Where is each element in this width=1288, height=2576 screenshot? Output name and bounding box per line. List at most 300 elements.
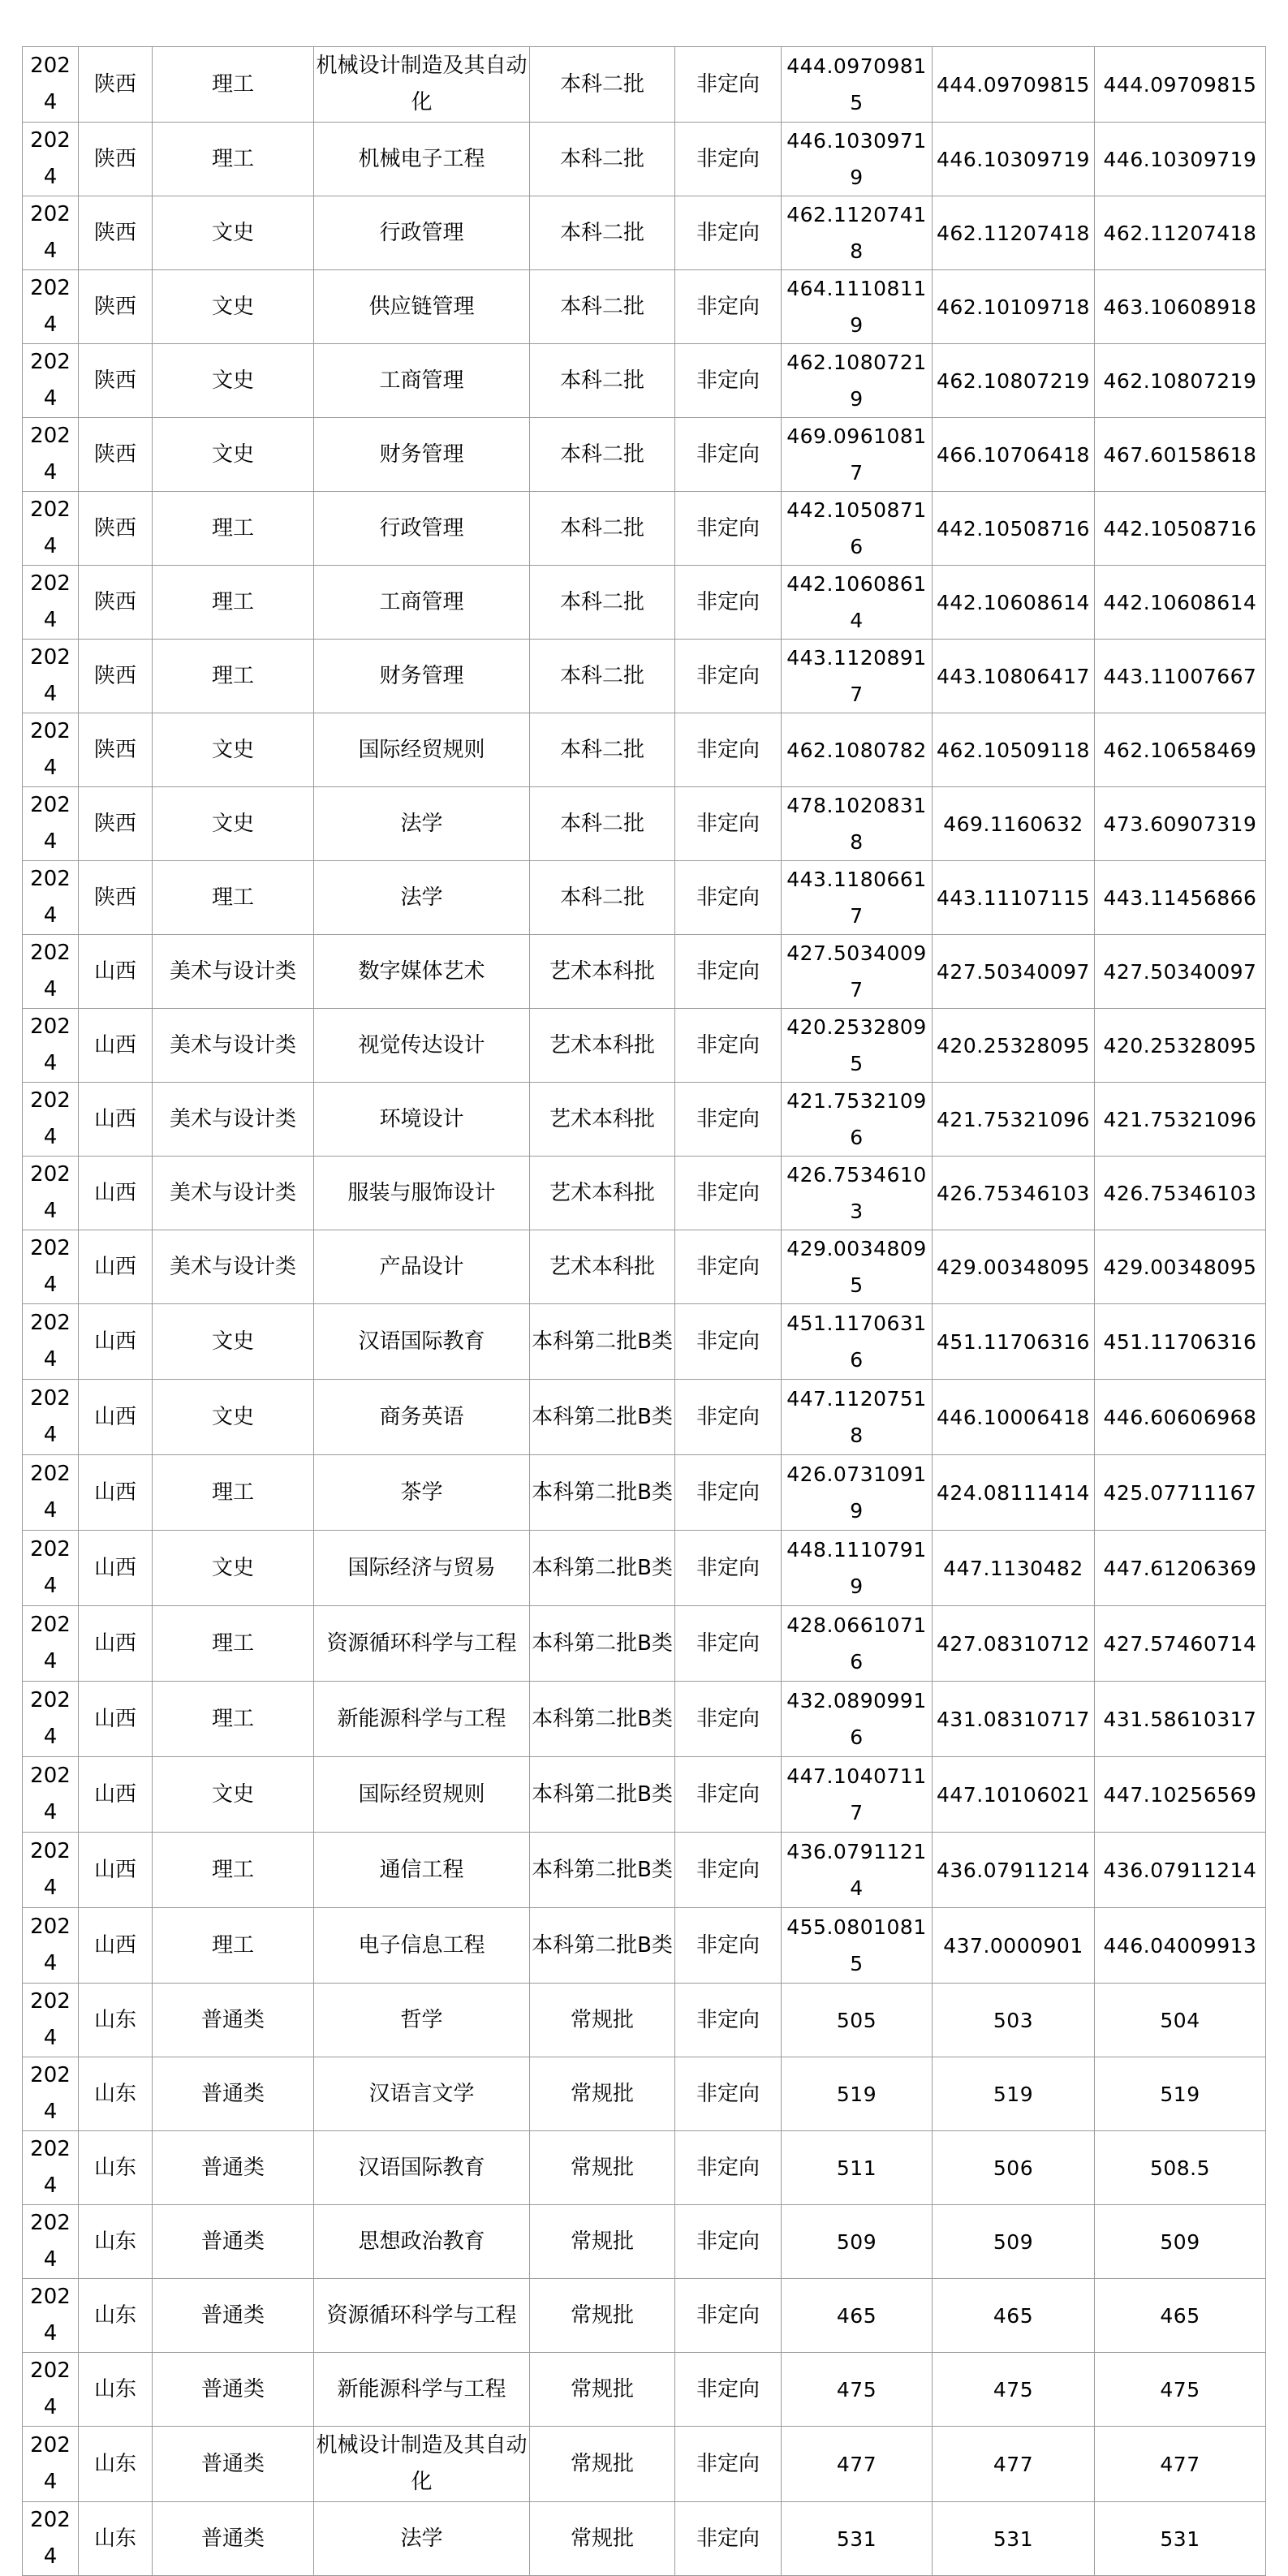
min-score-cell: 447.10106021 — [933, 1757, 1095, 1833]
type-cell: 非定向 — [675, 196, 782, 270]
max-score-cell: 436.07911214 — [782, 1833, 933, 1908]
type-cell: 非定向 — [675, 861, 782, 935]
table-row — [23, 1009, 1266, 1083]
category-cell: 文史 — [153, 1380, 314, 1455]
table-row — [23, 1682, 1266, 1757]
major-cell: 资源循环科学与工程 — [314, 2279, 530, 2353]
table-row — [23, 344, 1266, 418]
min-score-cell: 503 — [933, 1984, 1095, 2057]
avg-score-cell: 442.10508716 — [1095, 492, 1266, 566]
province-cell: 山西 — [79, 1304, 153, 1380]
category-cell: 理工 — [153, 492, 314, 566]
batch-cell: 本科二批 — [530, 196, 675, 270]
year-cell: 2024 — [23, 1455, 79, 1531]
table-row — [23, 1606, 1266, 1682]
max-score-cell: 443.11806617 — [782, 861, 933, 935]
type-cell: 非定向 — [675, 418, 782, 492]
province-cell: 陕西 — [79, 492, 153, 566]
min-score-cell: 429.00348095 — [933, 1230, 1095, 1304]
max-score-cell: 462.10807219 — [782, 344, 933, 418]
avg-score-cell: 463.10608918 — [1095, 270, 1266, 344]
max-score-cell: 448.11107919 — [782, 1531, 933, 1606]
province-cell: 山东 — [79, 2205, 153, 2279]
category-cell: 美术与设计类 — [153, 1009, 314, 1083]
avg-score-cell: 504 — [1095, 1984, 1266, 2057]
province-cell: 山东 — [79, 1984, 153, 2057]
table-row — [23, 861, 1266, 935]
category-cell: 普通类 — [153, 2131, 314, 2205]
category-cell: 理工 — [153, 1833, 314, 1908]
max-score-cell: 442.10608614 — [782, 566, 933, 640]
year-cell: 2024 — [23, 270, 79, 344]
year-cell: 2024 — [23, 1380, 79, 1455]
category-cell: 美术与设计类 — [153, 1083, 314, 1157]
category-cell: 理工 — [153, 1908, 314, 1984]
major-cell: 汉语国际教育 — [314, 2131, 530, 2205]
province-cell: 山东 — [79, 2279, 153, 2353]
major-cell: 工商管理 — [314, 566, 530, 640]
category-cell: 理工 — [153, 123, 314, 196]
major-cell: 行政管理 — [314, 196, 530, 270]
province-cell: 陕西 — [79, 418, 153, 492]
province-cell: 陕西 — [79, 787, 153, 861]
table-row — [23, 1157, 1266, 1230]
province-cell: 陕西 — [79, 344, 153, 418]
min-score-cell: 424.08111414 — [933, 1455, 1095, 1531]
province-cell: 山东 — [79, 2353, 153, 2427]
type-cell: 非定向 — [675, 1230, 782, 1304]
category-cell: 文史 — [153, 1757, 314, 1833]
major-cell: 茶学 — [314, 1455, 530, 1531]
min-score-cell: 447.1130482 — [933, 1531, 1095, 1606]
batch-cell: 本科二批 — [530, 418, 675, 492]
avg-score-cell: 451.11706316 — [1095, 1304, 1266, 1380]
table-row — [23, 1984, 1266, 2057]
province-cell: 山西 — [79, 1908, 153, 1984]
type-cell: 非定向 — [675, 713, 782, 787]
min-score-cell: 462.10109718 — [933, 270, 1095, 344]
major-cell: 财务管理 — [314, 418, 530, 492]
batch-cell: 艺术本科批 — [530, 935, 675, 1009]
category-cell: 普通类 — [153, 2353, 314, 2427]
min-score-cell: 431.08310717 — [933, 1682, 1095, 1757]
year-cell: 2024 — [23, 861, 79, 935]
type-cell: 非定向 — [675, 2502, 782, 2576]
type-cell: 非定向 — [675, 1455, 782, 1531]
max-score-cell: 478.10208318 — [782, 787, 933, 861]
min-score-cell: 475 — [933, 2353, 1095, 2427]
type-cell: 非定向 — [675, 47, 782, 123]
province-cell: 陕西 — [79, 270, 153, 344]
avg-score-cell: 446.60606968 — [1095, 1380, 1266, 1455]
max-score-cell: 455.08010815 — [782, 1908, 933, 1984]
min-score-cell: 465 — [933, 2279, 1095, 2353]
year-cell: 2024 — [23, 2502, 79, 2576]
min-score-cell: 462.10807219 — [933, 344, 1095, 418]
batch-cell: 本科二批 — [530, 47, 675, 123]
year-cell: 2024 — [23, 196, 79, 270]
type-cell: 非定向 — [675, 1908, 782, 1984]
major-cell: 机械设计制造及其自动化 — [314, 2427, 530, 2502]
avg-score-cell: 421.75321096 — [1095, 1083, 1266, 1157]
table-row — [23, 2131, 1266, 2205]
avg-score-cell: 477 — [1095, 2427, 1266, 2502]
table-row — [23, 566, 1266, 640]
year-cell: 2024 — [23, 123, 79, 196]
avg-score-cell: 427.57460714 — [1095, 1606, 1266, 1682]
min-score-cell: 477 — [933, 2427, 1095, 2502]
max-score-cell: 426.75346103 — [782, 1157, 933, 1230]
category-cell: 文史 — [153, 344, 314, 418]
table-row — [23, 2427, 1266, 2502]
year-cell: 2024 — [23, 2205, 79, 2279]
year-cell: 2024 — [23, 1083, 79, 1157]
table-row — [23, 1380, 1266, 1455]
province-cell: 陕西 — [79, 196, 153, 270]
table-row — [23, 2205, 1266, 2279]
max-score-cell: 531 — [782, 2502, 933, 2576]
avg-score-cell: 436.07911214 — [1095, 1833, 1266, 1908]
max-score-cell: 446.10309719 — [782, 123, 933, 196]
year-cell: 2024 — [23, 1304, 79, 1380]
category-cell: 普通类 — [153, 2279, 314, 2353]
category-cell: 文史 — [153, 713, 314, 787]
type-cell: 非定向 — [675, 2057, 782, 2131]
province-cell: 山西 — [79, 1833, 153, 1908]
year-cell: 2024 — [23, 713, 79, 787]
province-cell: 山东 — [79, 2131, 153, 2205]
max-score-cell: 464.11108119 — [782, 270, 933, 344]
avg-score-cell: 427.50340097 — [1095, 935, 1266, 1009]
year-cell: 2024 — [23, 1984, 79, 2057]
batch-cell: 本科二批 — [530, 492, 675, 566]
max-score-cell: 462.11207418 — [782, 196, 933, 270]
year-cell: 2024 — [23, 1908, 79, 1984]
type-cell: 非定向 — [675, 2427, 782, 2502]
max-score-cell: 443.11208917 — [782, 640, 933, 713]
province-cell: 山西 — [79, 935, 153, 1009]
category-cell: 文史 — [153, 196, 314, 270]
batch-cell: 艺术本科批 — [530, 1157, 675, 1230]
avg-score-cell: 462.10807219 — [1095, 344, 1266, 418]
batch-cell: 本科二批 — [530, 861, 675, 935]
avg-score-cell: 425.07711167 — [1095, 1455, 1266, 1531]
min-score-cell: 531 — [933, 2502, 1095, 2576]
batch-cell: 本科第二批B类 — [530, 1380, 675, 1455]
batch-cell: 常规批 — [530, 2205, 675, 2279]
avg-score-cell: 426.75346103 — [1095, 1157, 1266, 1230]
min-score-cell: 462.10509118 — [933, 713, 1095, 787]
major-cell: 环境设计 — [314, 1083, 530, 1157]
max-score-cell: 447.11207518 — [782, 1380, 933, 1455]
avg-score-cell: 431.58610317 — [1095, 1682, 1266, 1757]
major-cell: 国际经贸规则 — [314, 1757, 530, 1833]
avg-score-cell: 475 — [1095, 2353, 1266, 2427]
min-score-cell: 427.50340097 — [933, 935, 1095, 1009]
type-cell: 非定向 — [675, 2353, 782, 2427]
table-row — [23, 713, 1266, 787]
type-cell: 非定向 — [675, 566, 782, 640]
min-score-cell: 420.25328095 — [933, 1009, 1095, 1083]
major-cell: 思想政治教育 — [314, 2205, 530, 2279]
major-cell: 新能源科学与工程 — [314, 1682, 530, 1757]
category-cell: 普通类 — [153, 2057, 314, 2131]
table-row — [23, 1304, 1266, 1380]
table-row — [23, 123, 1266, 196]
province-cell: 山东 — [79, 2427, 153, 2502]
avg-score-cell: 447.10256569 — [1095, 1757, 1266, 1833]
category-cell: 美术与设计类 — [153, 1157, 314, 1230]
min-score-cell: 469.1160632 — [933, 787, 1095, 861]
major-cell: 新能源科学与工程 — [314, 2353, 530, 2427]
year-cell: 2024 — [23, 2057, 79, 2131]
batch-cell: 常规批 — [530, 2427, 675, 2502]
category-cell: 理工 — [153, 47, 314, 123]
table-row — [23, 640, 1266, 713]
type-cell: 非定向 — [675, 344, 782, 418]
batch-cell: 本科第二批B类 — [530, 1606, 675, 1682]
avg-score-cell: 443.11007667 — [1095, 640, 1266, 713]
major-cell: 汉语国际教育 — [314, 1304, 530, 1380]
type-cell: 非定向 — [675, 2279, 782, 2353]
year-cell: 2024 — [23, 640, 79, 713]
type-cell: 非定向 — [675, 935, 782, 1009]
max-score-cell: 469.09610817 — [782, 418, 933, 492]
batch-cell: 常规批 — [530, 2502, 675, 2576]
year-cell: 2024 — [23, 47, 79, 123]
type-cell: 非定向 — [675, 1833, 782, 1908]
category-cell: 理工 — [153, 1606, 314, 1682]
max-score-cell: 509 — [782, 2205, 933, 2279]
batch-cell: 本科第二批B类 — [530, 1304, 675, 1380]
batch-cell: 本科二批 — [530, 713, 675, 787]
table-row — [23, 418, 1266, 492]
batch-cell: 艺术本科批 — [530, 1083, 675, 1157]
table-row — [23, 1230, 1266, 1304]
batch-cell: 本科二批 — [530, 123, 675, 196]
major-cell: 数字媒体艺术 — [314, 935, 530, 1009]
avg-score-cell: 429.00348095 — [1095, 1230, 1266, 1304]
major-cell: 机械设计制造及其自动化 — [314, 47, 530, 123]
type-cell: 非定向 — [675, 123, 782, 196]
min-score-cell: 444.09709815 — [933, 47, 1095, 123]
category-cell: 文史 — [153, 787, 314, 861]
type-cell: 非定向 — [675, 1083, 782, 1157]
year-cell: 2024 — [23, 492, 79, 566]
province-cell: 山西 — [79, 1380, 153, 1455]
table-row — [23, 1083, 1266, 1157]
avg-score-cell: 447.61206369 — [1095, 1531, 1266, 1606]
type-cell: 非定向 — [675, 1757, 782, 1833]
major-cell: 商务英语 — [314, 1380, 530, 1455]
category-cell: 文史 — [153, 270, 314, 344]
type-cell: 非定向 — [675, 787, 782, 861]
major-cell: 通信工程 — [314, 1833, 530, 1908]
table-row — [23, 492, 1266, 566]
year-cell: 2024 — [23, 1606, 79, 1682]
year-cell: 2024 — [23, 1230, 79, 1304]
type-cell: 非定向 — [675, 1531, 782, 1606]
table-row — [23, 1908, 1266, 1984]
avg-score-cell: 465 — [1095, 2279, 1266, 2353]
table-row — [23, 1531, 1266, 1606]
major-cell: 行政管理 — [314, 492, 530, 566]
batch-cell: 本科第二批B类 — [530, 1908, 675, 1984]
batch-cell: 本科第二批B类 — [530, 1455, 675, 1531]
max-score-cell: 447.10407117 — [782, 1757, 933, 1833]
table-row — [23, 2502, 1266, 2576]
category-cell: 文史 — [153, 1531, 314, 1606]
avg-score-cell: 443.11456866 — [1095, 861, 1266, 935]
major-cell: 视觉传达设计 — [314, 1009, 530, 1083]
batch-cell: 常规批 — [530, 2057, 675, 2131]
type-cell: 非定向 — [675, 2205, 782, 2279]
min-score-cell: 446.10006418 — [933, 1380, 1095, 1455]
category-cell: 普通类 — [153, 1984, 314, 2057]
type-cell: 非定向 — [675, 640, 782, 713]
avg-score-cell: 508.5 — [1095, 2131, 1266, 2205]
province-cell: 山西 — [79, 1606, 153, 1682]
category-cell: 理工 — [153, 861, 314, 935]
avg-score-cell: 519 — [1095, 2057, 1266, 2131]
batch-cell: 本科第二批B类 — [530, 1531, 675, 1606]
max-score-cell: 420.25328095 — [782, 1009, 933, 1083]
type-cell: 非定向 — [675, 1380, 782, 1455]
category-cell: 理工 — [153, 566, 314, 640]
province-cell: 陕西 — [79, 861, 153, 935]
max-score-cell: 505 — [782, 1984, 933, 2057]
major-cell: 资源循环科学与工程 — [314, 1606, 530, 1682]
min-score-cell: 466.10706418 — [933, 418, 1095, 492]
major-cell: 财务管理 — [314, 640, 530, 713]
category-cell: 理工 — [153, 1682, 314, 1757]
avg-score-cell: 467.60158618 — [1095, 418, 1266, 492]
type-cell: 非定向 — [675, 270, 782, 344]
province-cell: 山西 — [79, 1083, 153, 1157]
batch-cell: 本科第二批B类 — [530, 1757, 675, 1833]
avg-score-cell: 462.10658469 — [1095, 713, 1266, 787]
batch-cell: 艺术本科批 — [530, 1230, 675, 1304]
province-cell: 山西 — [79, 1757, 153, 1833]
major-cell: 服装与服饰设计 — [314, 1157, 530, 1230]
province-cell: 陕西 — [79, 713, 153, 787]
province-cell: 山西 — [79, 1455, 153, 1531]
category-cell: 普通类 — [153, 2502, 314, 2576]
max-score-cell: 428.06610716 — [782, 1606, 933, 1682]
document-page — [22, 46, 1265, 2576]
province-cell: 山西 — [79, 1531, 153, 1606]
major-cell: 国际经济与贸易 — [314, 1531, 530, 1606]
major-cell: 电子信息工程 — [314, 1908, 530, 1984]
year-cell: 2024 — [23, 418, 79, 492]
year-cell: 2024 — [23, 2131, 79, 2205]
min-score-cell: 462.11207418 — [933, 196, 1095, 270]
major-cell: 哲学 — [314, 1984, 530, 2057]
max-score-cell: 421.75321096 — [782, 1083, 933, 1157]
province-cell: 陕西 — [79, 566, 153, 640]
batch-cell: 艺术本科批 — [530, 1009, 675, 1083]
avg-score-cell: 509 — [1095, 2205, 1266, 2279]
min-score-cell: 446.10309719 — [933, 123, 1095, 196]
avg-score-cell: 446.04009913 — [1095, 1908, 1266, 1984]
table-row — [23, 2353, 1266, 2427]
year-cell: 2024 — [23, 344, 79, 418]
type-cell: 非定向 — [675, 1009, 782, 1083]
min-score-cell: 436.07911214 — [933, 1833, 1095, 1908]
major-cell: 汉语言文学 — [314, 2057, 530, 2131]
max-score-cell: 444.09709815 — [782, 47, 933, 123]
year-cell: 2024 — [23, 1757, 79, 1833]
type-cell: 非定向 — [675, 1682, 782, 1757]
table-row — [23, 196, 1266, 270]
max-score-cell: 429.00348095 — [782, 1230, 933, 1304]
avg-score-cell: 420.25328095 — [1095, 1009, 1266, 1083]
year-cell: 2024 — [23, 787, 79, 861]
major-cell: 法学 — [314, 787, 530, 861]
min-score-cell: 442.10608614 — [933, 566, 1095, 640]
year-cell: 2024 — [23, 935, 79, 1009]
category-cell: 理工 — [153, 1455, 314, 1531]
major-cell: 产品设计 — [314, 1230, 530, 1304]
avg-score-cell: 531 — [1095, 2502, 1266, 2576]
avg-score-cell: 446.10309719 — [1095, 123, 1266, 196]
year-cell: 2024 — [23, 1531, 79, 1606]
category-cell: 文史 — [153, 418, 314, 492]
table-row — [23, 1455, 1266, 1531]
batch-cell: 本科二批 — [530, 787, 675, 861]
province-cell: 陕西 — [79, 640, 153, 713]
province-cell: 山东 — [79, 2502, 153, 2576]
major-cell: 机械电子工程 — [314, 123, 530, 196]
min-score-cell: 442.10508716 — [933, 492, 1095, 566]
max-score-cell: 427.50340097 — [782, 935, 933, 1009]
batch-cell: 本科二批 — [530, 566, 675, 640]
batch-cell: 本科第二批B类 — [530, 1682, 675, 1757]
table-row — [23, 2279, 1266, 2353]
table-body — [23, 47, 1266, 2576]
batch-cell: 本科第二批B类 — [530, 1833, 675, 1908]
year-cell: 2024 — [23, 2353, 79, 2427]
province-cell: 山西 — [79, 1009, 153, 1083]
province-cell: 山西 — [79, 1682, 153, 1757]
batch-cell: 本科二批 — [530, 270, 675, 344]
min-score-cell: 437.0000901 — [933, 1908, 1095, 1984]
year-cell: 2024 — [23, 1682, 79, 1757]
admission-scores-table — [22, 46, 1266, 2576]
province-cell: 山西 — [79, 1230, 153, 1304]
type-cell: 非定向 — [675, 1984, 782, 2057]
province-cell: 陕西 — [79, 123, 153, 196]
type-cell: 非定向 — [675, 1606, 782, 1682]
year-cell: 2024 — [23, 2279, 79, 2353]
max-score-cell: 432.08909916 — [782, 1682, 933, 1757]
type-cell: 非定向 — [675, 1304, 782, 1380]
max-score-cell: 442.10508716 — [782, 492, 933, 566]
max-score-cell: 426.07310919 — [782, 1455, 933, 1531]
category-cell: 美术与设计类 — [153, 1230, 314, 1304]
table-row — [23, 47, 1266, 123]
min-score-cell: 451.11706316 — [933, 1304, 1095, 1380]
batch-cell: 常规批 — [530, 2353, 675, 2427]
category-cell: 普通类 — [153, 2205, 314, 2279]
min-score-cell: 443.10806417 — [933, 640, 1095, 713]
province-cell: 山西 — [79, 1157, 153, 1230]
year-cell: 2024 — [23, 2427, 79, 2502]
avg-score-cell: 444.09709815 — [1095, 47, 1266, 123]
min-score-cell: 519 — [933, 2057, 1095, 2131]
min-score-cell: 509 — [933, 2205, 1095, 2279]
province-cell: 山东 — [79, 2057, 153, 2131]
